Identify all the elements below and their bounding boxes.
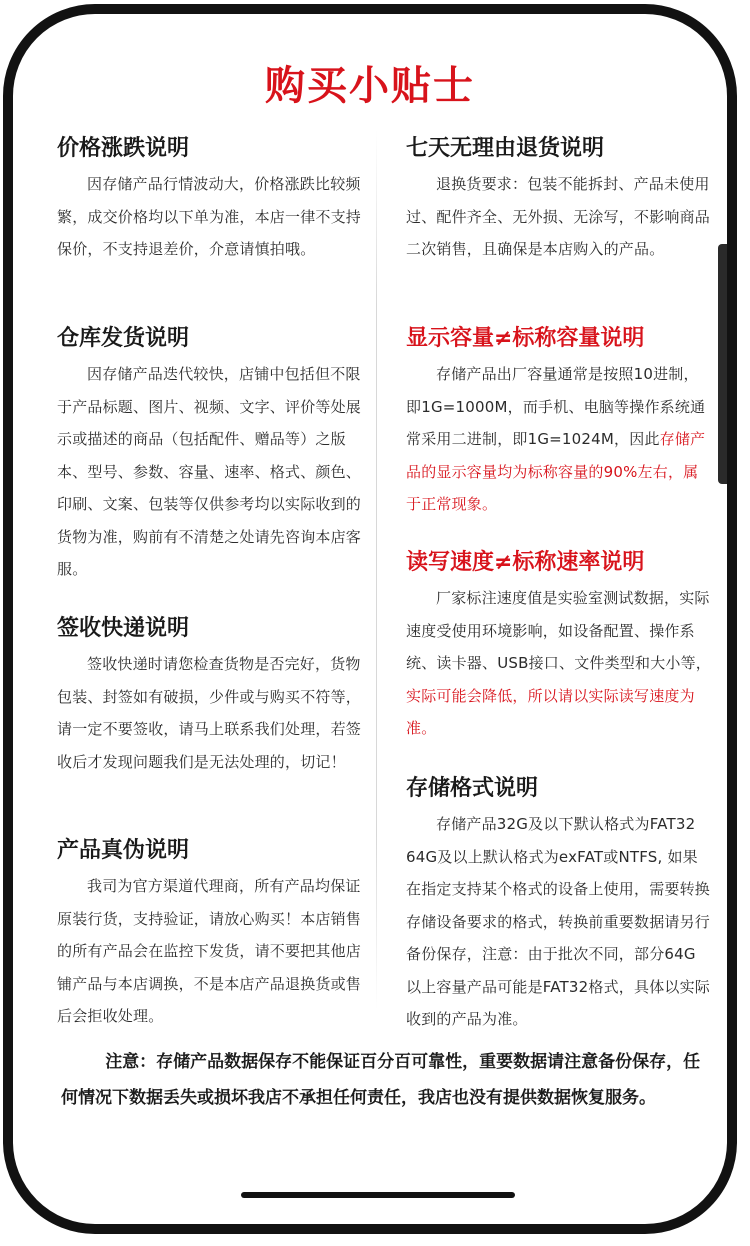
right-column xyxy=(406,130,712,1036)
section-format xyxy=(406,770,712,1036)
column-divider xyxy=(376,130,377,1010)
section-heading: 仓库发货说明 xyxy=(57,326,190,351)
section-body xyxy=(406,358,712,521)
body-text: 厂家标注速度值是实验室测试数据，实际速度受使用环境影响，如设备配置、操作系统、读卡器、USB接口、文件类型和大小等， xyxy=(406,589,711,672)
section-body: 因存储产品迭代较快，店铺中包括但不限于产品标题、图片、视频、文字、评价等处展示或描述的商品（包括配件、赠品等）之版本、型号、参数、容量、速率、格式、颜色、印刷、文案、包装等仅供参考均以实际收到的货物为准，购前有不清楚之处请先咨询本店客服。 xyxy=(57,365,362,578)
section-body: 存储产品32G及以下默认格式为FAT32 64G及以上默认格式为exFAT或NTFS, 如果在指定支持某个格式的设备上使用，需要转换存储设备要求的格式，转换前重要数据请另行备份保存，注意：由于批次不同，部分64G 以上容量产品可能是FAT32格式，具体以实际收到的产品为准。 xyxy=(406,815,711,1028)
section-heading: 产品真伪说明 xyxy=(57,838,190,863)
section-shipping xyxy=(57,320,363,610)
section-delivery xyxy=(57,610,363,832)
left-column xyxy=(57,130,363,1033)
phone-frame xyxy=(3,4,737,1234)
home-indicator xyxy=(241,1192,515,1198)
section-speed xyxy=(406,544,712,770)
side-button xyxy=(718,244,727,484)
section-body xyxy=(406,582,712,745)
section-heading: 价格涨跌说明 xyxy=(57,136,190,161)
section-return xyxy=(406,130,712,320)
section-body: 我司为官方渠道代理商，所有产品均保证原装行货，支持验证，请放心购买！本店销售的所有产品会在监控下发货，请不要把其他店铺产品与本店调换，不是本店产品退换货或售后会拒收处理。 xyxy=(57,877,362,1025)
page-title: 购买小贴士 xyxy=(265,63,475,109)
body-highlight: 实际可能会降低，所以请以实际读写速度为准。 xyxy=(406,686,695,737)
body-highlight: 存储产品的显示容量均为标称容量的90%左右，属于正常现象。 xyxy=(406,430,706,513)
section-capacity xyxy=(406,320,712,544)
section-heading: 存储格式说明 xyxy=(406,776,539,801)
section-authenticity xyxy=(57,832,363,1033)
section-heading: 签收快递说明 xyxy=(57,616,190,641)
section-heading: 读写速度≠标称速率说明 xyxy=(406,550,645,575)
notice-text: 注意：存储产品数据保存不能保证百分百可靠性，重要数据请注意备份保存，任何情况下数据丢失或损坏我店不承担任何责任，我店也没有提供数据恢复服务。 xyxy=(61,1052,701,1108)
section-body: 退换货要求：包装不能拆封、产品未使用过、配件齐全、无外损、无涂写，不影响商品二次销售，且确保是本店购入的产品。 xyxy=(406,175,711,258)
section-body: 签收快递时请您检查货物是否完好，货物包装、封签如有破损，少件或与购买不符等，请一定不要签收，请马上联系我们处理，若签收后才发现问题我们是无法处理的，切记！ xyxy=(57,655,362,771)
section-body: 因存储产品行情波动大，价格涨跌比较频繁，成交价格均以下单为准，本店一律不支持保价，不支持退差价，介意请慎拍哦。 xyxy=(57,175,362,258)
section-price xyxy=(57,130,363,320)
section-heading: 七天无理由退货说明 xyxy=(406,136,605,161)
body-text: 存储产品出厂容量通常是按照10进制，即1G=1000M，而手机、电脑等操作系统通常采用二进制，即1G=1024M，因此 xyxy=(406,365,706,448)
section-heading: 显示容量≠标称容量说明 xyxy=(406,326,645,351)
